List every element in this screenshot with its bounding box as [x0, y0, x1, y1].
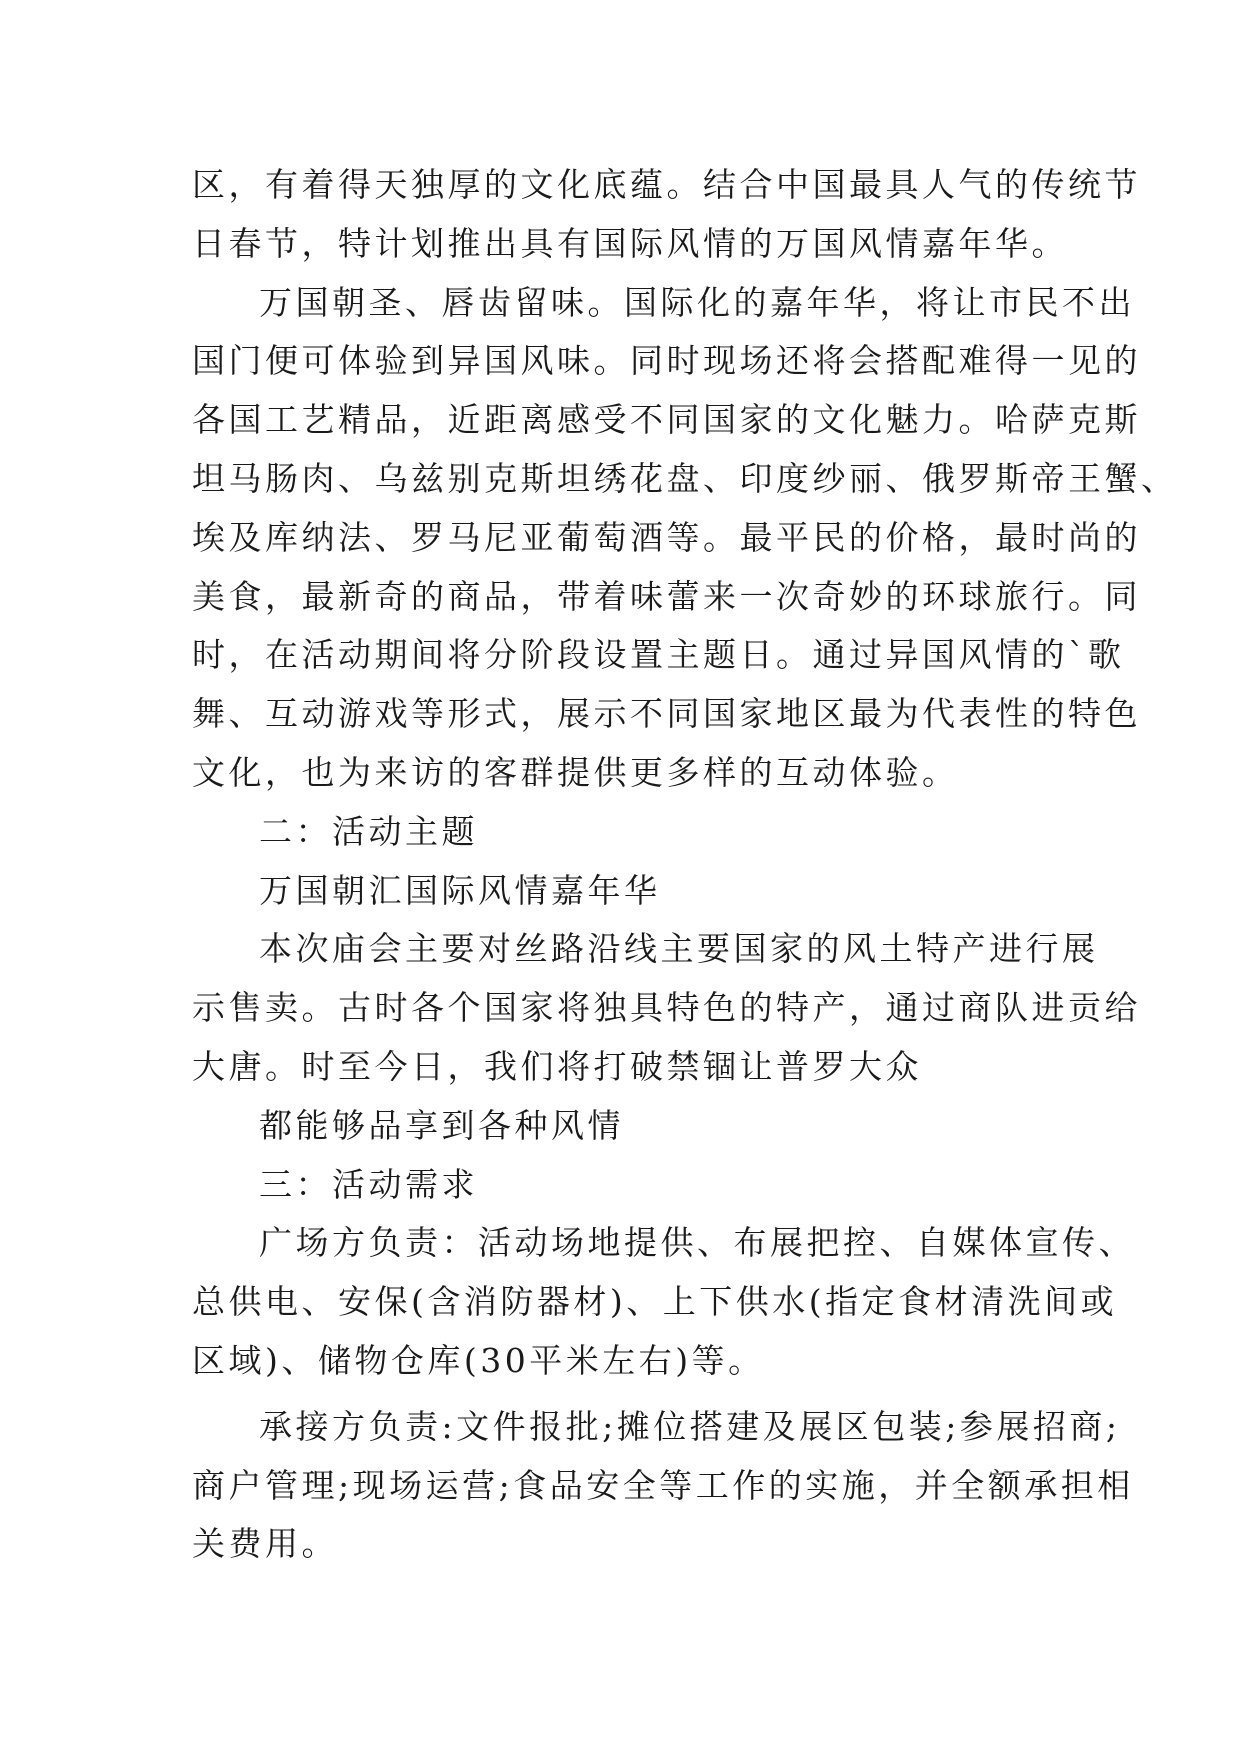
paragraph-start-line: 本次庙会主要对丝路沿线主要国家的风土特产进行展: [259, 929, 1099, 969]
section-heading: 二：活动主题: [259, 811, 478, 851]
text-line: 文化，也为来访的客群提供更多样的互动体验。: [192, 752, 959, 792]
text-line: 大唐。时至今日，我们将打破禁锢让普罗大众: [192, 1046, 922, 1086]
text-line: 区域)、储物仓库(30平米左右)等。: [192, 1340, 765, 1380]
paragraph-start-line: 广场方负责：活动场地提供、布展把控、自媒体宣传、: [259, 1223, 1135, 1263]
theme-title: 万国朝汇国际风情嘉年华: [259, 870, 661, 910]
section-heading: 三：活动需求: [259, 1164, 478, 1204]
text-line: 示售卖。古时各个国家将独具特色的特产，通过商队进贡给: [192, 988, 1141, 1028]
text-line: 区，有着得天独厚的文化底蕴。结合中国最具人气的传统节: [192, 165, 1141, 204]
text-line: 商户管理;现场运营;食品安全等工作的实施，并全额承担相: [192, 1465, 1134, 1505]
text-line: 时，在活动期间将分阶段设置主题日。通过异国风情的`歌: [192, 635, 1125, 675]
text-line: 国门便可体验到异国风味。同时现场还将会搭配难得一见的: [192, 341, 1141, 381]
text-line: 舞、互动游戏等形式，展示不同国家地区最为代表性的特色: [192, 694, 1141, 734]
text-line: 都能够品享到各种风情: [259, 1105, 624, 1145]
text-line: 关费用。: [192, 1524, 338, 1564]
text-line: 日春节，特计划推出具有国际风情的万国风情嘉年华。: [192, 223, 1068, 263]
document-body: [192, 156, 1178, 1574]
paragraph-start-line: 万国朝圣、唇齿留味。国际化的嘉年华，将让市民不出: [259, 282, 1135, 322]
text-line: 坦马肠肉、乌兹别克斯坦绣花盘、印度纱丽、俄罗斯帝王蟹、: [192, 458, 1178, 498]
text-line: 埃及库纳法、罗马尼亚葡萄酒等。最平民的价格，最时尚的: [192, 517, 1141, 557]
text-line: 各国工艺精品，近距离感受不同国家的文化魅力。哈萨克斯: [192, 400, 1141, 440]
text-line: 总供电、安保(含消防器材)、上下供水(指定食材清洗间或: [192, 1282, 1118, 1322]
paragraph-start-line: 承接方负责:文件报批;摊位搭建及展区包装;参展招商;: [259, 1406, 1121, 1446]
text-line: 美食，最新奇的商品，带着味蕾来一次奇妙的环球旅行。同: [192, 576, 1141, 616]
paragraph-gap: [192, 1391, 1072, 1398]
